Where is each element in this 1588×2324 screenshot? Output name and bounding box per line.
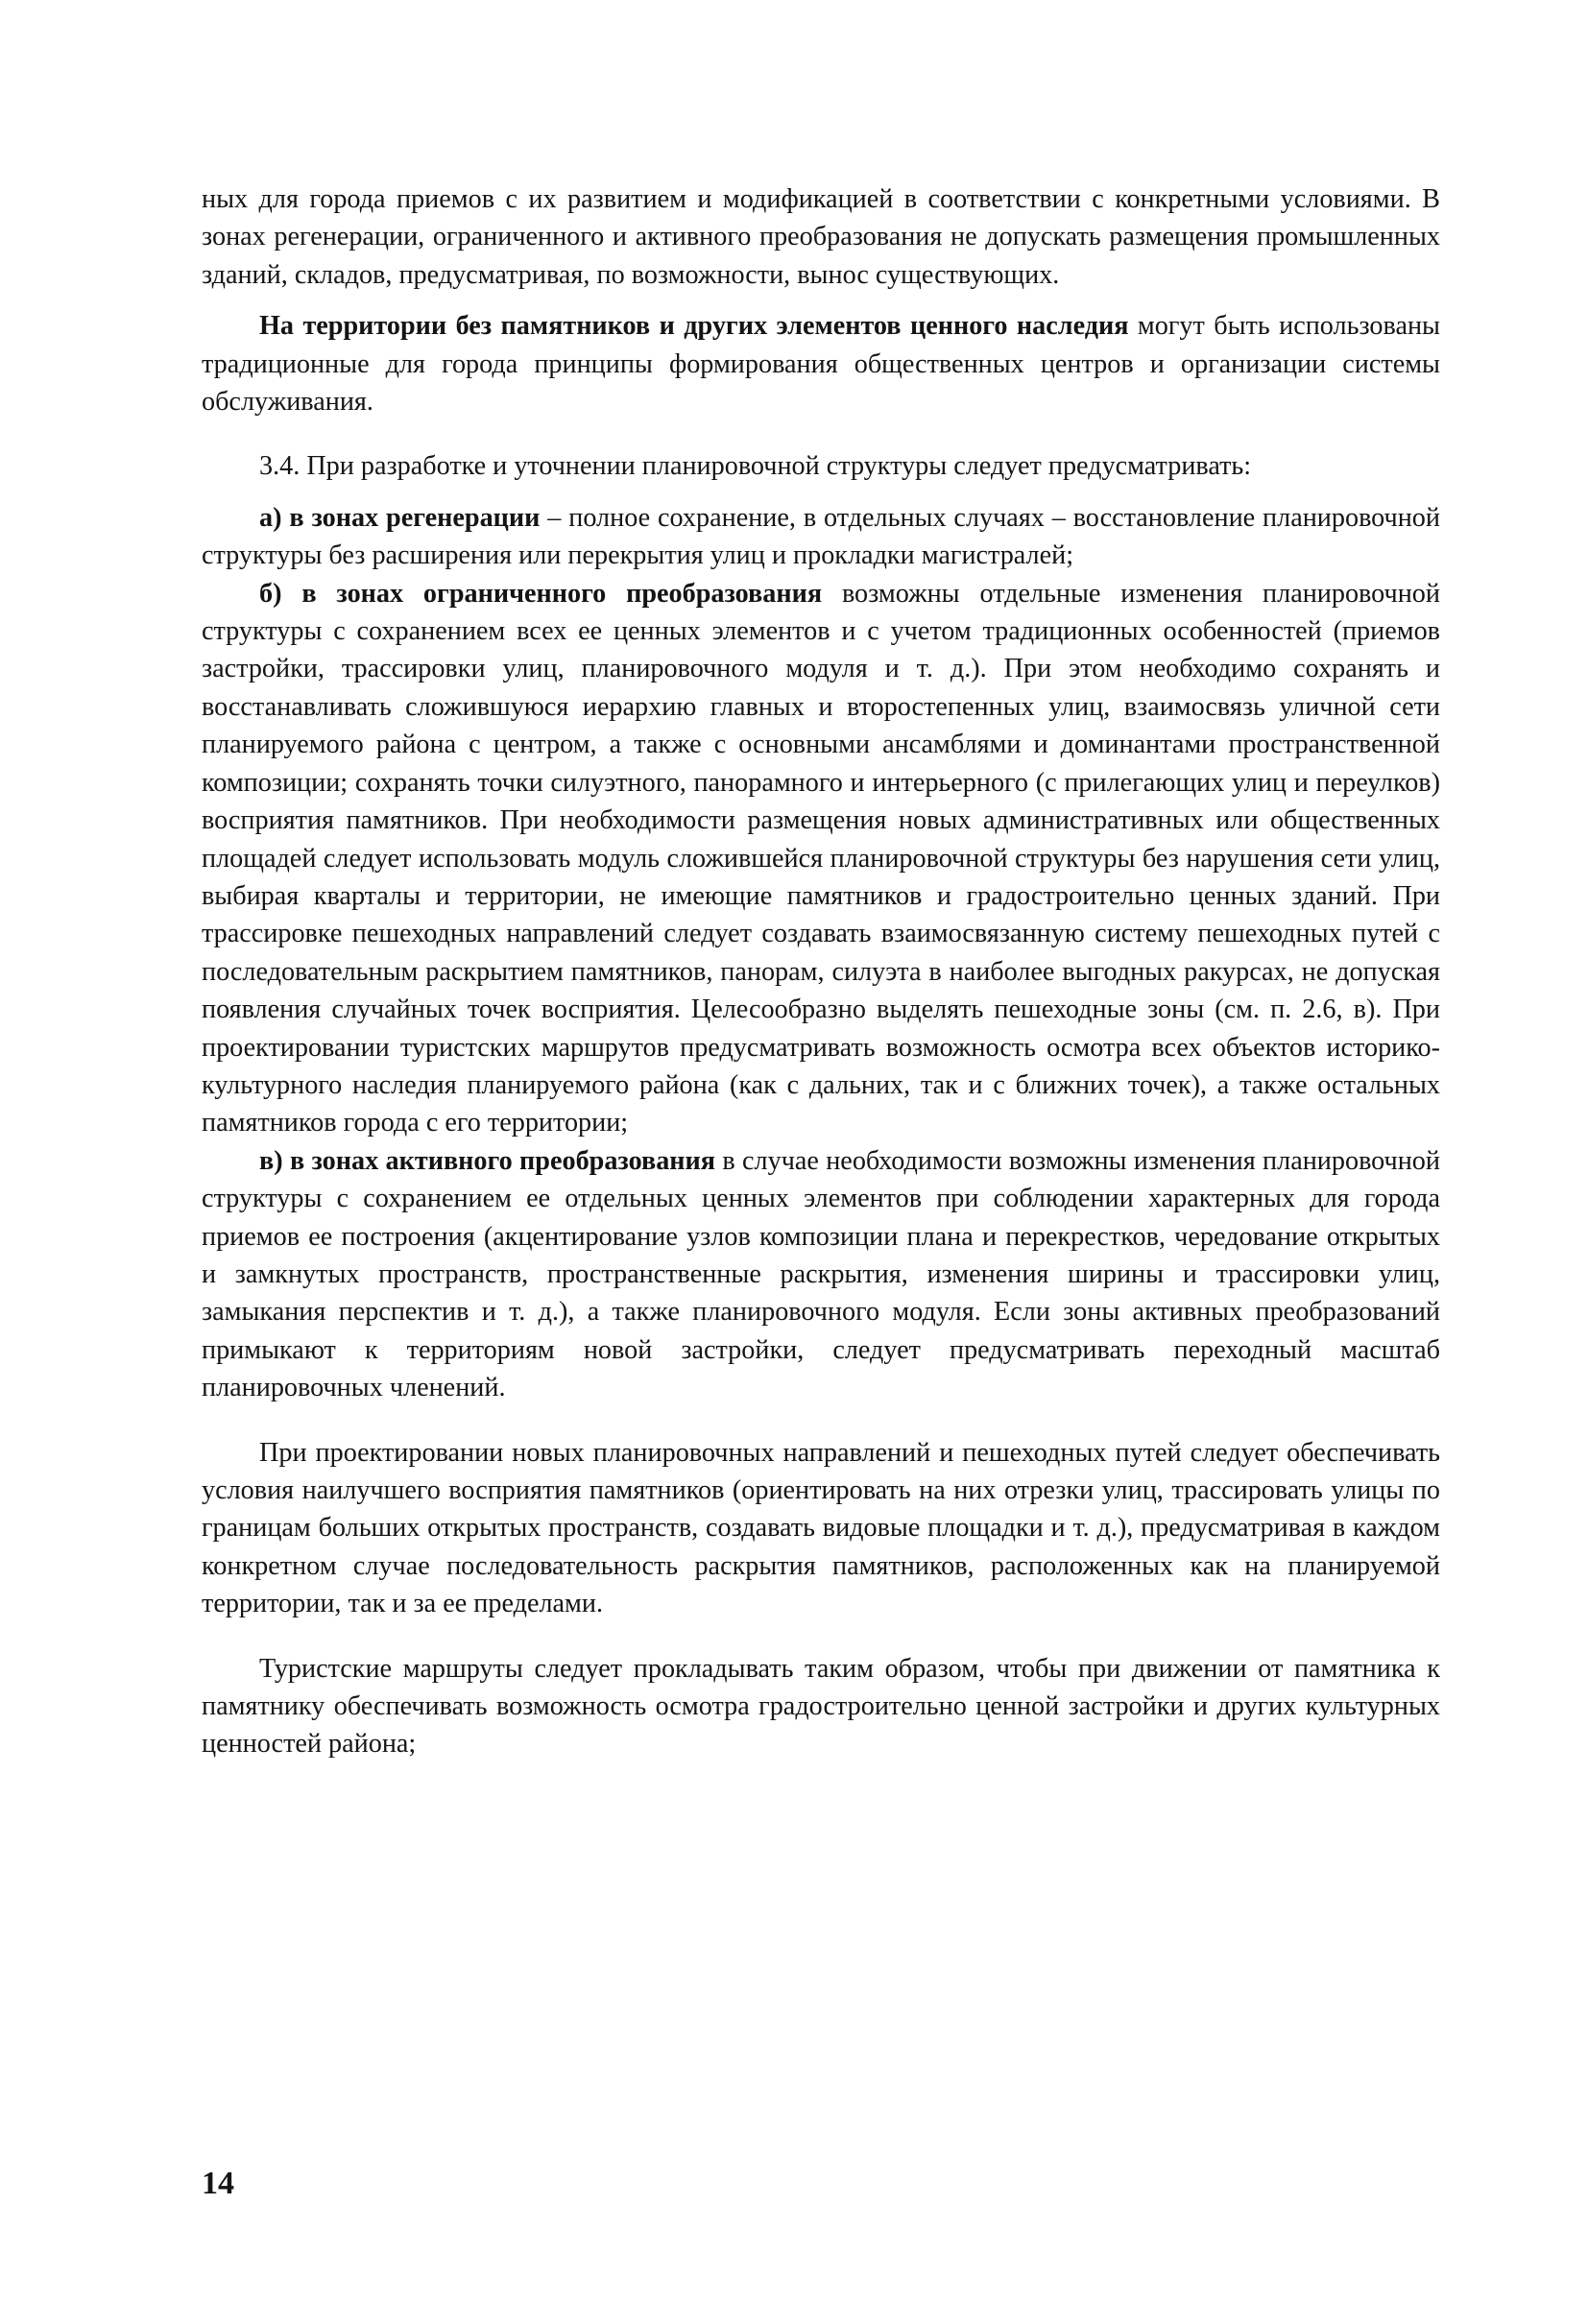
paragraph-text: в случае необходимости возможны изменения планировочной структуры с сохранением ее отдельных ценных элементов при соблюдении характерных для города приемов ее построения (акцентирование узлов композиции плана и перекрестков, чередование открытых и замкнутых пространств, пространственные раскрытия, изменения ширины и трассировки улиц, замыкания перспектив и т. д.), а также планировочного модуля. Если зоны активных преобразований примыкают к территориям новой застройки, следует предусматривать переходный масштаб планировочных членений.: [202, 1145, 1440, 1403]
paragraph-item-b: [202, 575, 1440, 1142]
paragraph-no-monuments: [202, 307, 1440, 420]
paragraph-text: – полное сохранение, в отдельных случаях – восстановление планировочной структуры без расширения или перекрытия улиц и прокладки магистралей;: [202, 502, 1440, 571]
paragraph-section-3-4: 3.4. При разработке и уточнении планировочной структуры следует предусматривать:: [259, 451, 1252, 482]
paragraph-lead-bold: На территории без памятников и других элементов ценного наследия: [259, 311, 1129, 342]
paragraph-item-c: [202, 1142, 1440, 1407]
paragraph-lead-bold: в) в зонах активного преобразования: [259, 1145, 716, 1176]
paragraph-text: могут быть использованы традиционные для города принципы формирования общественных центров и организации системы обслуживания.: [202, 311, 1440, 418]
paragraph-pedestrian-paths: При проектировании новых планировочных направлений и пешеходных путей следует обеспечивать условия наилучшего восприятия памятников (ориентировать на них отрезки улиц, трассировать улицы по границам больших открытых пространств, создавать видовые площадки и т. д.), предусматривая в каждом конкретном случае последовательность раскрытия памятников, расположенных как на планируемой территории, так и за ее пределами.: [202, 1437, 1440, 1619]
paragraph-lead-bold: а) в зонах регенерации: [259, 502, 541, 533]
paragraph-lead-bold: б) в зонах ограниченного преобразования: [259, 578, 823, 609]
document-page: [202, 180, 1440, 1763]
paragraph-tourist-routes: Туристские маршруты следует прокладывать таким образом, чтобы при движении от памятника к памятнику обеспечивать возможность осмотра градостроительно ценной застройки и других культурных ценностей района;: [202, 1653, 1440, 1760]
page-number: 14: [202, 2166, 234, 2201]
paragraph-continuation: ных для города приемов с их развитием и модификацией в соответствии с конкретными условиями. В зонах регенерации, ограниченного и активного преобразования не допускать размещения промышленных зданий, складов, предусматривая, по возможности, вынос существующих.: [202, 184, 1440, 290]
paragraph-item-a: [202, 499, 1440, 575]
paragraph-text: возможны отдельные изменения планировочной структуры с сохранением всех ее ценных элементов и с учетом традиционных особенностей (приемов застройки, трассировки улиц, планировочного модуля и т. д.). При этом необходимо сохранять и восстанавливать сложившуюся иерархию главных и второстепенных улиц, взаимосвязь уличной сети планируемого района с центром, а также с основными ансамблями и доминантами пространственной композиции; сохранять точки силуэтного, панорамного и интерьерного (с прилегающих улиц и переулков) восприятия памятников. При необходимости размещения новых административных или общественных площадей следует использовать модуль сложившейся планировочной структуры без нарушения сети улиц, выбирая кварталы и территории, не имеющие памятников и градостроительно ценных зданий. При трассировке пешеходных направлений следует создавать взаимосвязанную систему пешеходных путей с последовательным раскрытием памятников, панорам, силуэта в наиболее выгодных ракурсах, не допуская появления случайных точек восприятия. Целесообразно выделять пешеходные зоны (см. п. 2.6, в). При проектировании туристских маршрутов предусматривать возможность осмотра всех объектов историко-культурного наследия планируемого района (как с дальних, так и с ближних точек), а также остальных памятников города с его территории;: [202, 578, 1440, 1138]
